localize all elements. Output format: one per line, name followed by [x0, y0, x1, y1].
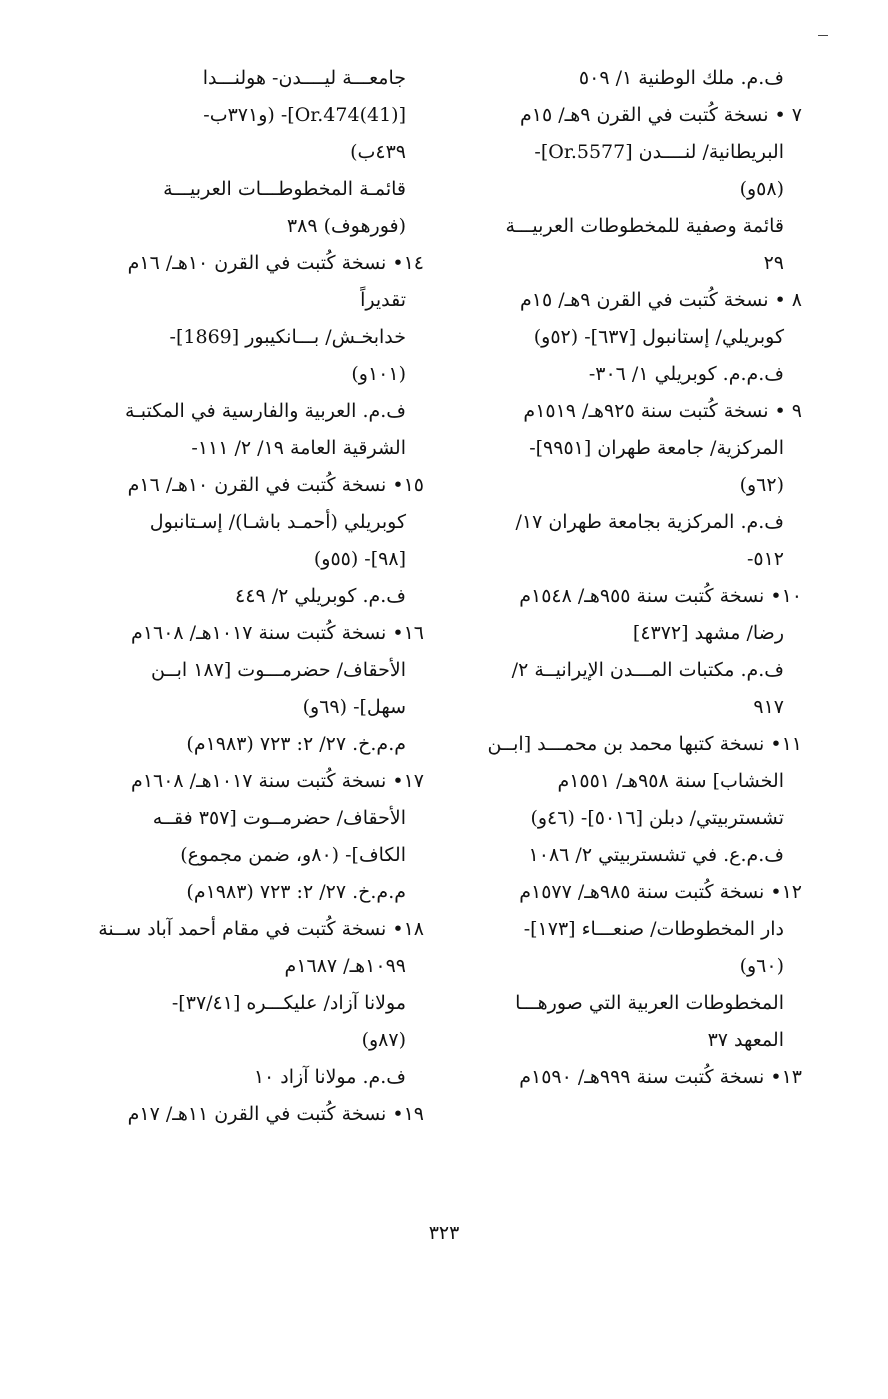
entry-line: م.م.خ. ٢٧/ ٢: ٧٢٣ (١٩٨٣م) — [186, 881, 406, 903]
entry-line: ف.م.ع. في تشستربيتي ٢/ ١٠٨٦ — [528, 844, 784, 866]
catalog-entry — [462, 874, 802, 1059]
entry-line: الشرقية العامة ١٩/ ٢/ ١١١- — [191, 437, 406, 459]
entry-line: ف.م. المركزية بجامعة طهران ١٧/ — [515, 511, 784, 533]
right-column — [462, 60, 802, 1096]
entry-line: ف.م.م. كوبريلي ١/ ٣٠٦- — [588, 363, 784, 385]
catalog-entry — [462, 1059, 802, 1096]
entry-line: المركزية/ جامعة طهران [٩٩٥١]- — [529, 437, 784, 459]
entry-line: ف.م. مولانا آزاد ١٠ — [253, 1066, 406, 1088]
catalog-entry — [462, 97, 802, 208]
entry-line: (٦٢و) — [739, 474, 784, 496]
entry-line: ١٠٩٩هـ/ ١٦٨٧م — [284, 955, 406, 977]
entry-line: ١٥• نسخة كُتبت في القرن ١٠هـ/ ١٦م — [127, 474, 424, 496]
entry-line: البريطانية/ لنــــدن [Or.5577]- — [534, 141, 784, 163]
catalog-entry — [68, 171, 424, 245]
entry-line: (١٠١و) — [351, 363, 406, 385]
entry-line: ١١• نسخة كتبها محمد بن محمـــد [ابــن — [487, 733, 802, 755]
entry-line: ١٨• نسخة كُتبت في مقام أحمد آباد ســنة — [98, 918, 424, 940]
entry-line: الأحقاف/ حضرمـــوت [١٨٧ ابــن — [151, 659, 406, 681]
entry-line: ٩ • نسخة كُتبت سنة ٩٢٥هـ/ ١٥١٩م — [523, 400, 802, 422]
entry-line: المخطوطات العربية التي صورهـــا — [515, 992, 784, 1014]
entry-line: ف.م. العربية والفارسية في المكتبـة — [125, 400, 406, 422]
entry-line: ١٣• نسخة كُتبت سنة ٩٩٩هـ/ ١٥٩٠م — [519, 1066, 802, 1088]
entry-line: ف.م. كوبريلي ٢/ ٤٤٩ — [235, 585, 406, 607]
entry-line: سهل]- (٦٩و) — [302, 696, 406, 718]
catalog-entry — [462, 393, 802, 504]
catalog-entry — [68, 911, 424, 1096]
entry-line: (٦٠و) — [739, 955, 784, 977]
corner-mark — [818, 35, 828, 36]
entry-line: ٧ • نسخة كُتبت في القرن ٩هـ/ ١٥م — [520, 104, 802, 126]
entry-line: تشستربيتي/ دبلن [٥٠١٦]- (٤٦و) — [530, 807, 784, 829]
entry-line: ٤٣٩ب) — [350, 141, 406, 163]
catalog-entry — [462, 60, 802, 97]
entry-line: ٥١٢- — [746, 548, 784, 570]
entry-line: ٨ • نسخة كُتبت في القرن ٩هـ/ ١٥م — [520, 289, 802, 311]
entry-line: ١٦• نسخة كُتبت سنة ١٠١٧هـ/ ١٦٠٨م — [131, 622, 424, 644]
catalog-entry — [462, 578, 802, 726]
entry-line: خدابخـش/ بـــانكيبور [1869]- — [169, 326, 406, 348]
page-number: ٣٢٣ — [428, 1222, 460, 1244]
entry-line: ١٤• نسخة كُتبت في القرن ١٠هـ/ ١٦م — [127, 252, 424, 274]
entry-line: كوبريلي (أحمـد باشـا)/ إسـتانبول — [149, 511, 406, 533]
entry-line: ١٢• نسخة كُتبت سنة ٩٨٥هـ/ ١٥٧٧م — [519, 881, 802, 903]
catalog-entry — [68, 615, 424, 763]
entry-line: ٩١٧ — [753, 696, 784, 718]
catalog-entry — [68, 1096, 424, 1133]
entry-line: مولانا آزاد/ عليكـــره [٣٧/٤١]- — [171, 992, 406, 1014]
entry-line: [٩٨]- (٥٥و) — [313, 548, 406, 570]
catalog-entry — [462, 726, 802, 874]
entry-line: دار المخطوطات/ صنعـــاء [١٧٣]- — [523, 918, 784, 940]
catalog-entry — [462, 504, 802, 578]
entry-line: (٨٧و) — [361, 1029, 406, 1051]
catalog-entry — [68, 467, 424, 615]
entry-line: الكاف]- (٨٠و، ضمن مجموع) — [180, 844, 406, 866]
entry-line: رضا/ مشهد [٤٣٧٢] — [632, 622, 784, 644]
entry-line: ١٩• نسخة كُتبت في القرن ١١هـ/ ١٧م — [127, 1103, 424, 1125]
entry-line: م.م.خ. ٢٧/ ٢: ٧٢٣ (١٩٨٣م) — [186, 733, 406, 755]
entry-line: (فورهوف) ٣٨٩ — [286, 215, 406, 237]
entry-line: ٢٩ — [763, 252, 784, 274]
catalog-entry — [68, 245, 424, 467]
entry-line: ١٧• نسخة كُتبت سنة ١٠١٧هـ/ ١٦٠٨م — [131, 770, 424, 792]
catalog-entry — [462, 282, 802, 393]
entry-line: قائمـة المخطوطـــات العربيـــة — [163, 178, 406, 200]
entry-line: ١٠• نسخة كُتبت سنة ٩٥٥هـ/ ١٥٤٨م — [519, 585, 802, 607]
entry-line: الخشاب] سنة ٩٥٨هـ/ ١٥٥١م — [557, 770, 784, 792]
entry-line: ف.م. مكتبات المـــدن الإيرانيــة ٢/ — [511, 659, 784, 681]
entry-line: تقديراً — [360, 289, 406, 311]
entry-line: قائمة وصفية للمخطوطات العربيـــة — [505, 215, 784, 237]
entry-line: [Or.474(41)]- (و٣٧١ب- — [203, 104, 406, 126]
entry-line: كوبريلي/ إستانبول [٦٣٧]- (٥٢و) — [533, 326, 784, 348]
catalog-entry — [68, 763, 424, 911]
left-column — [68, 60, 424, 1133]
entry-line: ف.م. ملك الوطنية ١/ ٥٠٩ — [578, 67, 784, 89]
entry-line: المعهد ٣٧ — [707, 1029, 784, 1051]
entry-line: جامعـــة ليــــدن- هولنـــدا — [202, 67, 406, 89]
catalog-entry — [68, 60, 424, 171]
entry-line: الأحقاف/ حضرمــوت [٣٥٧ فقــه — [152, 807, 406, 829]
catalog-entry — [462, 208, 802, 282]
entry-line: (٥٨و) — [739, 178, 784, 200]
